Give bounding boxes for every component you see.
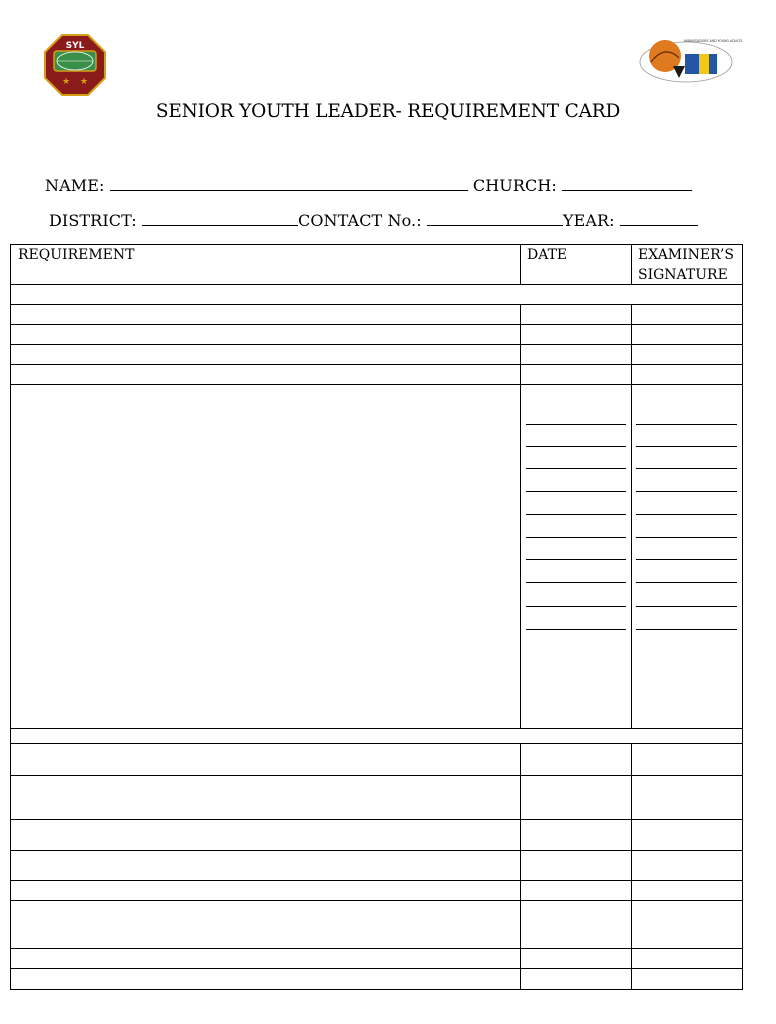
star-icon: ★ bbox=[61, 77, 71, 87]
column-header-signature-line1: EXAMINER’S bbox=[638, 247, 734, 263]
logo-right-text: AMBASSADORS AND YOUNG ADULTS bbox=[683, 39, 743, 43]
star-icon: ★ bbox=[79, 77, 89, 87]
page-title: SENIOR YOUTH LEADER- REQUIREMENT CARD bbox=[155, 101, 621, 122]
column-header-signature-line2: SIGNATURE bbox=[638, 267, 728, 283]
contact-label: CONTACT No.: bbox=[297, 211, 422, 230]
logo-left-text: SYL bbox=[65, 41, 85, 51]
column-header-requirement: REQUIREMENT bbox=[18, 247, 135, 263]
name-label: NAME: bbox=[45, 176, 105, 195]
column-header-date: DATE bbox=[527, 247, 568, 263]
district-label: DISTRICT: bbox=[49, 211, 137, 230]
table-border bbox=[11, 245, 743, 990]
church-label: CHURCH: bbox=[472, 176, 557, 195]
year-label: YEAR: bbox=[562, 211, 615, 230]
